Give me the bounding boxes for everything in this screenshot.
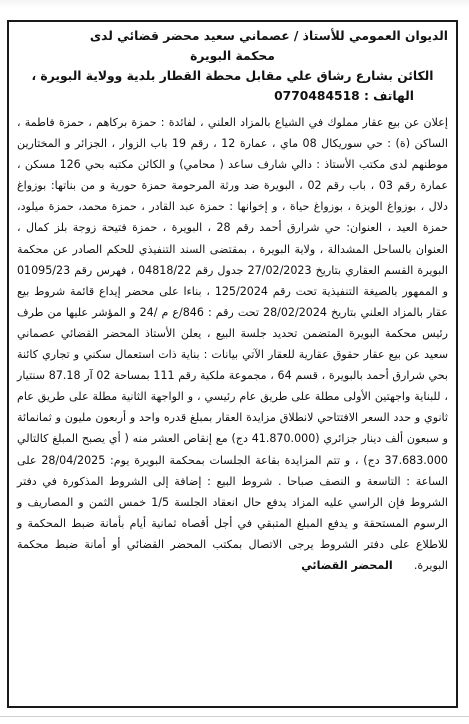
- header-office-title: الديوان العمومي للأستاذ / عصماني سعيد محضر قضائي لدى: [89, 29, 448, 43]
- page-top-edge: [0, 0, 469, 8]
- header-court-name: محكمة البويرة: [190, 49, 275, 63]
- signature-label: المحضر القضائي: [301, 558, 393, 572]
- header-address: الكائن بشارع رشاق علي مقابل محطة القطار بلدية وولاية البويرة ،: [31, 69, 434, 83]
- page-bottom-edge: [0, 716, 469, 717]
- announcement-text: إعلان عن بيع عقار مملوك في الشياع بالمزاد العلني ، لفائدة : حمزة بركاهم ، حمزة فاطمة ، الساكن (ة) : حي سوريكال 08 ماي ، عمارة 12 ، رقم 19 باب الزوار ، الجزائر و المختارين موطنهم لدى مكتب الأستاذ : دالي شارف ساعد ( محامي) و الكائن مكتبه بحي 126 مسكن ، عمارة رقم 03 ، باب رقم 02 ، البويرة ضد ورثة المرحومة حمزة حورية و من بناتها: بوزواغ دلال ، بوزواغ الويزة ، بوزواغ حياة ، و إخوانها : حمزة عبد القادر ، حمزة محمد، حمزة ميلود، حمزة العيد ، العنوان: حي شرارق أحمد رقم 28 ، البويرة ، حمزة فتيحة زوجة بلز كمال ، العنوان بالساحل المشدالة ، ولاية البويرة ، بمقتضى السند التنفيذي للحكم الصادر عن محكمة البويرة القسم العقاري بتاريخ 27/02/2023 جدول رقم 04818/22 ، فهرس رقم 01095/23 و الممهور بالصيغة التنفيذية تحت رقم 125/2024 ، بناءا على محضر إيداع قائمة شروط بيع عقار بالمزاد العلني بتاريخ 28/02/2024 تحت رقم : 846/ع م /24 و المؤشر عليها من طرف رئيس محكمة البويرة المتضمن تحديد جلسة البيع ، يعلن الأستاذ المحضر القضائي عصماني سعيد عن بيع عقار حقوق عقارية للعقار الآتي بيانات : بناية ذات استعمال سكني و تجاري كائنة بحي شرارق أحمد بالبويرة ، قسم 64 ، مجموعة ملكية رقم 111 بمساحة 02 آر 87.18 سنتيار ، للبناية واجهتين الأولى مطلة على طريق عام رئيسي ، و الواجهة الثانية مطلة على طريق عام ثانوي و حدد السعر الافتتاحي لانطلاق مزايدة العقار بمبلغ قدره واحد و أربعون مليون و ثمانمائة و سبعون ألف دينار جزائري (41.870.000 دج) مع إنقاص العشر منه ( أي يصبح المبلغ كالتالي 37.683.000 دج) ، و تتم المزايدة بقاعة الجلسات بمحكمة البويرة يوم: 28/04/2025 على الساعة : التاسعة و النصف صباحا . شروط البيع : إضافة إلى الشروط المذكورة في دفتر الشروط فإن الراسي عليه المزاد يدفع حال انعقاد الجلسة 1/5 خمس الثمن و المصاريف و الرسوم المستحقة و يدفع المبلغ المتبقي في أجل أقصاه ثمانية أيام بأمانة ضبط المحكمة و للاطلاع على دفتر الشروط يرجى الاتصال بمكتب المحضر القضائي أو أمانة ضبط محكمة البويرة.: [17, 116, 449, 572]
- office-header: [17, 26, 448, 106]
- announcement-frame: [7, 20, 458, 708]
- announcement-paragraph: [17, 112, 448, 576]
- header-phone: الهاتف : 0770484518: [274, 89, 414, 103]
- announcement-body: [17, 112, 448, 576]
